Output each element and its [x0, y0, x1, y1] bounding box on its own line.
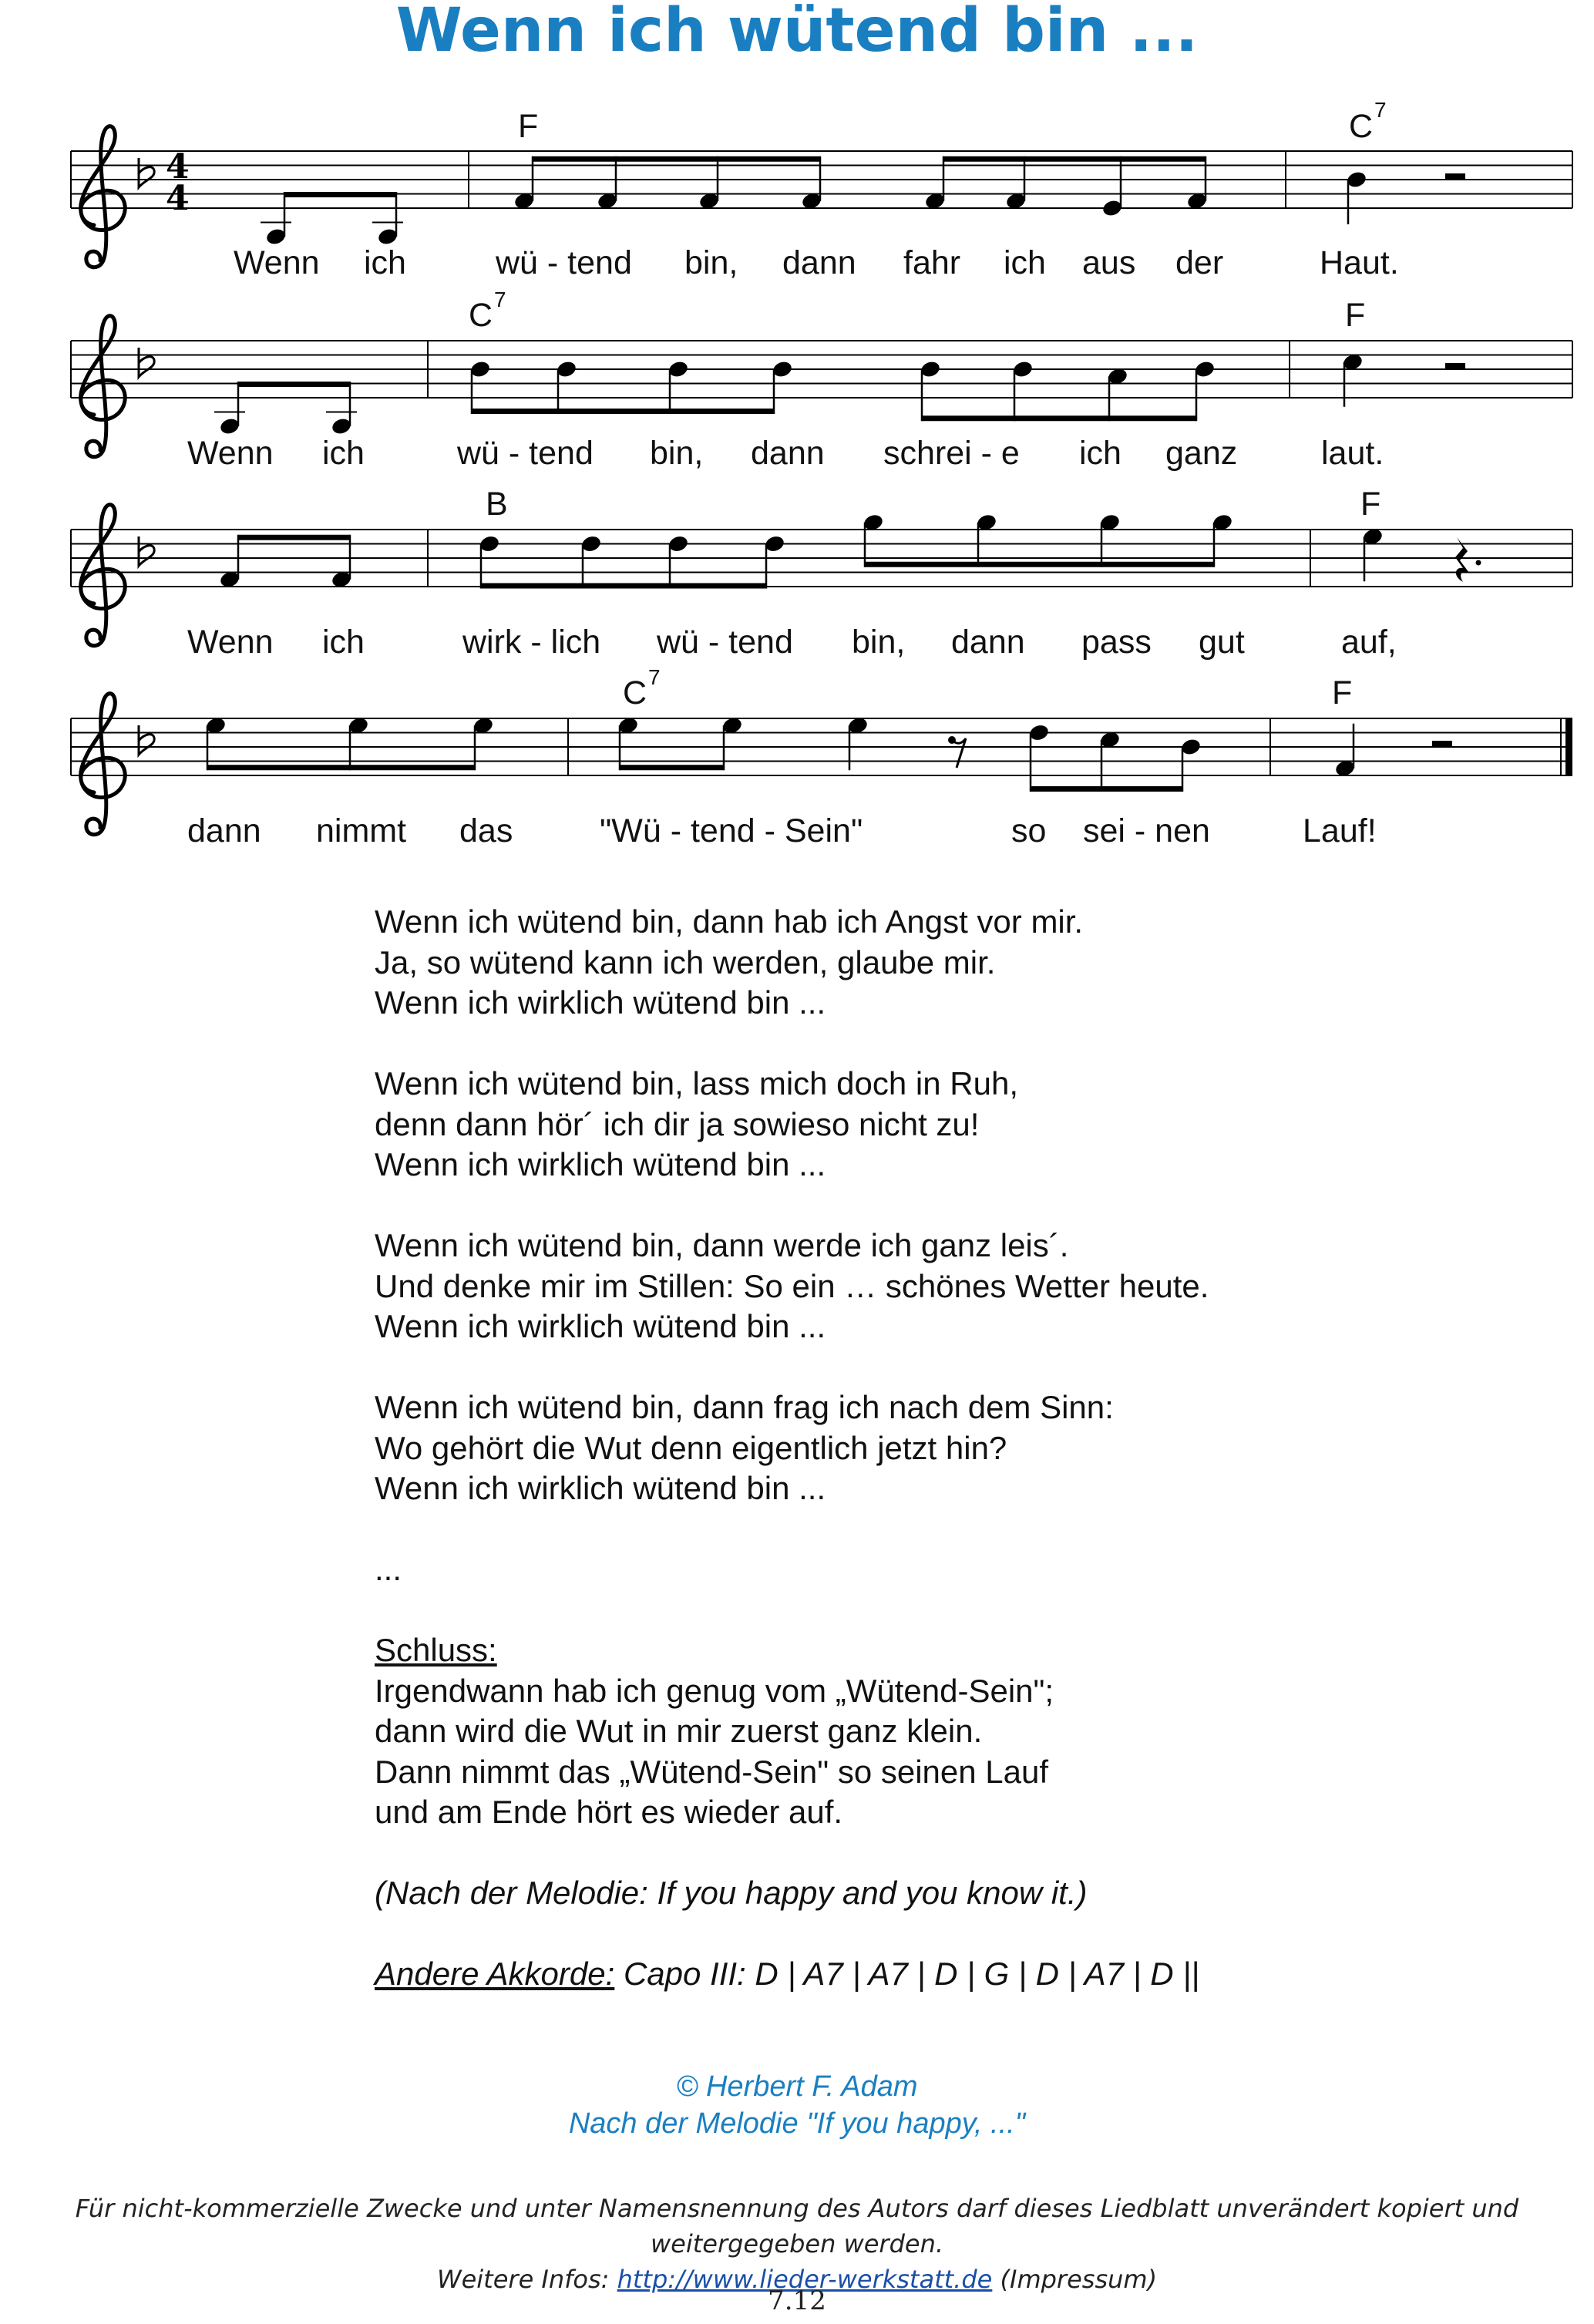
- lyric-syllable: bin,: [684, 244, 738, 281]
- lyric-line: Wenn ich wütend bin, lass mich doch in Ruh,: [375, 1065, 1018, 1101]
- sheet-music: [0, 77, 1594, 856]
- dot: [1476, 560, 1481, 566]
- beam: [207, 765, 475, 770]
- lyric-syllable: dann: [187, 812, 261, 849]
- chord-symbol: C: [623, 674, 647, 711]
- chord-symbol: B: [486, 486, 508, 523]
- info-suffix: (Impressum): [992, 2265, 1158, 2294]
- lyric-line: Wenn ich wirklich wütend bin ...: [375, 1146, 826, 1182]
- lyric-line: dann wird die Wut in mir zuerst ganz klein.: [375, 1713, 983, 1749]
- lyric-syllable: ganz: [1165, 435, 1238, 472]
- lyric-line: denn dann hör´ ich dir ja sowieso nicht zu!: [375, 1105, 980, 1142]
- license-emphasis: unverändert: [1216, 2194, 1370, 2223]
- page-number: 7.12: [768, 2285, 826, 2316]
- beam: [472, 409, 774, 414]
- final-barline: [1565, 718, 1572, 775]
- license-text: Zwecke und unter: [358, 2194, 599, 2223]
- lyric-syllable: Wenn: [187, 624, 274, 661]
- copyright-author: © Herbert F. Adam: [676, 2070, 918, 2103]
- treble-clef-icon: [81, 316, 126, 457]
- lyric-syllable: sei - nen: [1083, 812, 1210, 849]
- lyric-syllable: laut.: [1321, 435, 1384, 472]
- flat-sign: [139, 725, 154, 755]
- lyric-syllable: dann: [951, 624, 1025, 661]
- beam: [865, 562, 1214, 567]
- lyric-syllable: bin,: [852, 624, 906, 661]
- lyric-syllable: ich: [322, 624, 365, 661]
- stanza-4: [375, 1387, 1454, 1509]
- beam: [533, 156, 820, 162]
- beam: [1031, 786, 1182, 792]
- license-text: Für: [75, 2194, 123, 2223]
- time-signature-top: 4: [166, 147, 190, 187]
- lyric-syllable: wü - tend: [657, 624, 793, 661]
- copyright: [0, 2068, 1594, 2142]
- license-emphasis: nicht-kommerzielle: [122, 2194, 359, 2223]
- melody-note: (Nach der Melodie: If you happy and you know it.): [375, 1875, 1088, 1911]
- lyric-syllable: Wenn: [187, 435, 274, 472]
- license-text: kopiert und weitergegeben werden.: [650, 2194, 1519, 2258]
- schluss: [375, 1630, 1454, 1833]
- lyric-line: Wenn ich wirklich wütend bin ...: [375, 984, 826, 1021]
- lyric-line: Wenn ich wirklich wütend bin ...: [375, 1470, 826, 1506]
- chord-symbol: F: [1332, 674, 1353, 711]
- lyric-line: und am Ende hört es wieder auf.: [375, 1794, 843, 1830]
- system-4: [187, 665, 1377, 849]
- lyric-syllable: dann: [751, 435, 825, 472]
- lyric-line: Wenn ich wütend bin, dann werde ich ganz leis´.: [375, 1227, 1069, 1263]
- treble-clef-icon: [81, 126, 126, 267]
- lyric-syllable: auf,: [1341, 624, 1397, 661]
- copyright-melody: Nach der Melodie "If you happy, ...": [568, 2107, 1026, 2140]
- info-label: Weitere Infos:: [436, 2265, 617, 2294]
- stanza-2: [375, 1064, 1454, 1186]
- lyric-syllable: fahr: [903, 244, 961, 281]
- lyric-syllable: "Wü - tend - Sein": [600, 812, 863, 849]
- treble-clef-icon: [81, 505, 126, 646]
- chord-symbol: F: [518, 108, 539, 145]
- stanza-1: [375, 902, 1454, 1024]
- lyric-syllable: aus: [1082, 244, 1136, 281]
- lyric-line: Wenn ich wütend bin, dann hab ich Angst vor mir.: [375, 903, 1084, 940]
- melody-note-block: [375, 1873, 1454, 1914]
- beam: [284, 192, 396, 197]
- lyric-syllable: das: [459, 812, 513, 849]
- lyric-syllable: schrei - e: [883, 435, 1020, 472]
- song-title: Wenn ich wütend bin ...: [395, 0, 1199, 66]
- lyric-syllable: wirk - lich: [462, 624, 601, 661]
- lyric-syllable: ich: [364, 244, 406, 281]
- lyric-syllable: so: [1011, 812, 1047, 849]
- lyric-line: Und denke mir im Stillen: So ein … schönes Wetter heute.: [375, 1267, 1209, 1304]
- lyric-syllable: Lauf!: [1303, 812, 1377, 849]
- alt-chords-label: Andere Akkorde:: [375, 1956, 615, 1992]
- beam: [238, 382, 350, 387]
- lyric-line: Irgendwann hab ich genug vom „Wütend-Sein";: [375, 1672, 1054, 1709]
- chord-symbol: F: [1360, 486, 1381, 523]
- lyric-syllable: pass: [1081, 624, 1152, 661]
- lyric-line: Ja, so wütend kann ich werden, glaube mir.: [375, 943, 996, 980]
- half-rest: [1445, 173, 1465, 180]
- lyric-syllable: ich: [1004, 244, 1046, 281]
- chord-superscript: 7: [494, 288, 506, 311]
- beam: [481, 584, 766, 589]
- lyric-syllable: nimmt: [316, 812, 407, 849]
- lyric-line: Wo gehört die Wut denn eigentlich jetzt hin?: [375, 1429, 1007, 1466]
- lyric-syllable: Wenn: [234, 244, 320, 281]
- treble-clef-icon: [81, 694, 126, 835]
- beam: [238, 535, 350, 540]
- half-rest: [1432, 741, 1452, 747]
- lyric-line: Dann nimmt das „Wütend-Sein" so seinen Lauf: [375, 1753, 1049, 1790]
- lyric-line: Wenn ich wütend bin, dann frag ich nach dem Sinn:: [375, 1389, 1114, 1425]
- chord-symbol: F: [1345, 297, 1366, 334]
- license-emphasis: Namensnennung: [598, 2194, 809, 2223]
- lyric-syllable: ich: [322, 435, 365, 472]
- ellipsis: [375, 1549, 1454, 1590]
- chord-symbol: C: [469, 297, 493, 334]
- lyric-syllable: der: [1175, 244, 1224, 281]
- stanza-3: [375, 1226, 1454, 1347]
- lyric-syllable: bin,: [650, 435, 704, 472]
- beam: [922, 415, 1196, 421]
- system-2: [187, 288, 1384, 472]
- alternative-chords: [375, 1954, 1454, 1995]
- lyric-syllable: wü - tend: [496, 244, 632, 281]
- lyric-syllable: ich: [1079, 435, 1122, 472]
- lyrics-text: [375, 902, 1454, 1995]
- beam: [943, 156, 1206, 162]
- chord-superscript: 7: [648, 665, 661, 689]
- eighth-rest: [948, 736, 966, 768]
- lyric-syllable: wü - tend: [457, 435, 594, 472]
- alt-chords-value: Capo III: D | A7 | A7 | D | G | D | A7 | D ||: [614, 1956, 1200, 1992]
- time-signature-bottom: 4: [166, 179, 190, 218]
- flat-sign: [139, 348, 154, 377]
- half-rest: [1445, 363, 1465, 369]
- beam: [620, 765, 724, 770]
- lyric-syllable: dann: [782, 244, 856, 281]
- lyric-syllable: gut: [1199, 624, 1245, 661]
- lyric-syllable: Haut.: [1320, 244, 1399, 281]
- lyric-line: Wenn ich wirklich wütend bin ...: [375, 1308, 826, 1344]
- flat-sign: [139, 536, 154, 566]
- license-text: des Autors darf dieses Liedblatt: [809, 2194, 1217, 2223]
- schluss-heading: Schluss:: [375, 1632, 497, 1668]
- chord-superscript: 7: [1374, 98, 1387, 122]
- system-1: [234, 98, 1399, 281]
- ellipsis-line: ...: [375, 1551, 402, 1587]
- flat-sign: [139, 158, 154, 187]
- website-link[interactable]: http://www.lieder-werkstatt.de: [617, 2265, 993, 2294]
- license-notice: [0, 2191, 1594, 2297]
- chord-symbol: C: [1349, 108, 1374, 145]
